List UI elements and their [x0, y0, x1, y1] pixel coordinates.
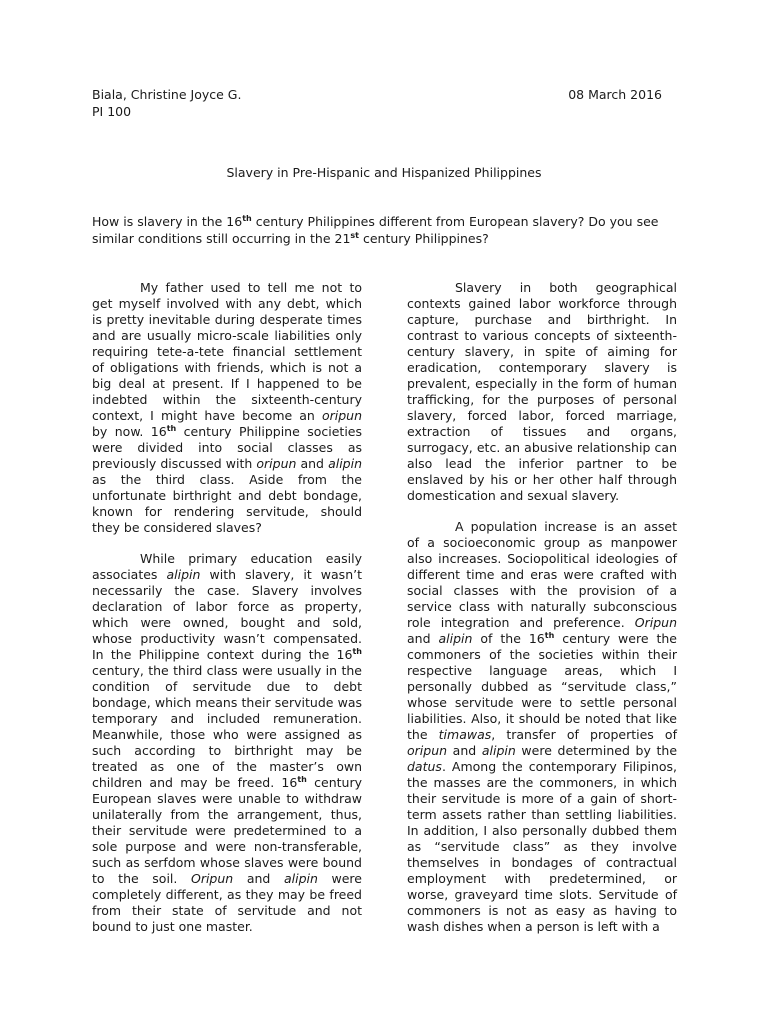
author-name: Biala, Christine Joyce G. — [92, 87, 242, 102]
paragraph: A population increase is an asset of a socioeconomic group as manpower also increases. Sociopolitical ideologies of different time and eras were crafted with social classes with the provision of a service class with naturally subconscious role integration and preference. Oripun and alipin of the 16th century were the commoners of the societies within their respective language areas, which I personally dubbed as “servitude class,” whose servitude were to settle personal liabilities. Also, it should be noted that like the timawas, transfer of properties of oripun and alipin were determined by the datus. Among the contemporary Filipinos, the masses are the commoners, in which their servitude is more of a gain of short-term assets rather than settling liabilities. In addition, I also personally dubbed them as “servitude class” as they involve themselves in bondages of contractual employment with predetermined, or worse, graveyard time slots. Servitude of commoners is not as easy as having to wash dishes when a person is left with a — [407, 519, 678, 934]
essay-question: How is slavery in the 16th century Philippines different from European slavery? Do you see similar conditions still occurring in the 21st century Philippines? — [92, 213, 659, 246]
document-date: 08 March 2016 — [568, 87, 662, 102]
right-column — [407, 280, 677, 950]
document-title: Slavery in Pre-Hispanic and Hispanized Philippines — [226, 165, 542, 180]
left-column — [92, 280, 362, 950]
paragraph: While primary education easily associates alipin with slavery, it wasn’t necessarily the case. Slavery involves declaration of labor force as property, which were owned, bought and sold, whose productivity wasn’t compensated. In the Philippine context during the 16th century, the third class were usually in the condition of servitude due to debt bondage, which means their servitude was temporary and included remuneration. Meanwhile, those who were assigned as such according to birthright may be treated as one of the master’s own children and may be freed. 16th century European slaves were unable to withdraw unilaterally from the arrangement, thus, their servitude were predetermined to a sole purpose and were non-transferable, such as serfdom whose slaves were bound to the soil. Oripun and alipin were completely different, as they may be freed from their state of servitude and not bound to just one master. — [92, 551, 362, 934]
course-code: PI 100 — [92, 104, 132, 119]
paragraph: Slavery in both geographical contexts gained labor workforce through capture, purchase and birthright. In contrast to various concepts of sixteenth-century slavery, in spite of aiming for eradication, contemporary slavery is prevalent, especially in the form of human trafficking, for the purposes of personal slavery, forced labor, forced marriage, extraction of tissues and organs, surrogacy, etc. an abusive relationship can also lead the inferior partner to be enslaved by his or her other half through domestication and sexual slavery. — [407, 280, 677, 503]
paragraph: My father used to tell me not to get myself involved with any debt, which is pretty inevitable during desperate times and are usually micro-scale liabilities only requiring tete-a-tete financial settlement of obligations with friends, which is not a big deal at present. If I happened to be indebted within the sixteenth-century context, I might have become an oripun by now. 16th century Philippine societies were divided into social classes as previously discussed with oripun and alipin as the third class. Aside from the unfortunate birthright and debt bondage, known for rendering servitude, should they be considered slaves? — [92, 280, 362, 535]
author-block — [92, 86, 241, 120]
